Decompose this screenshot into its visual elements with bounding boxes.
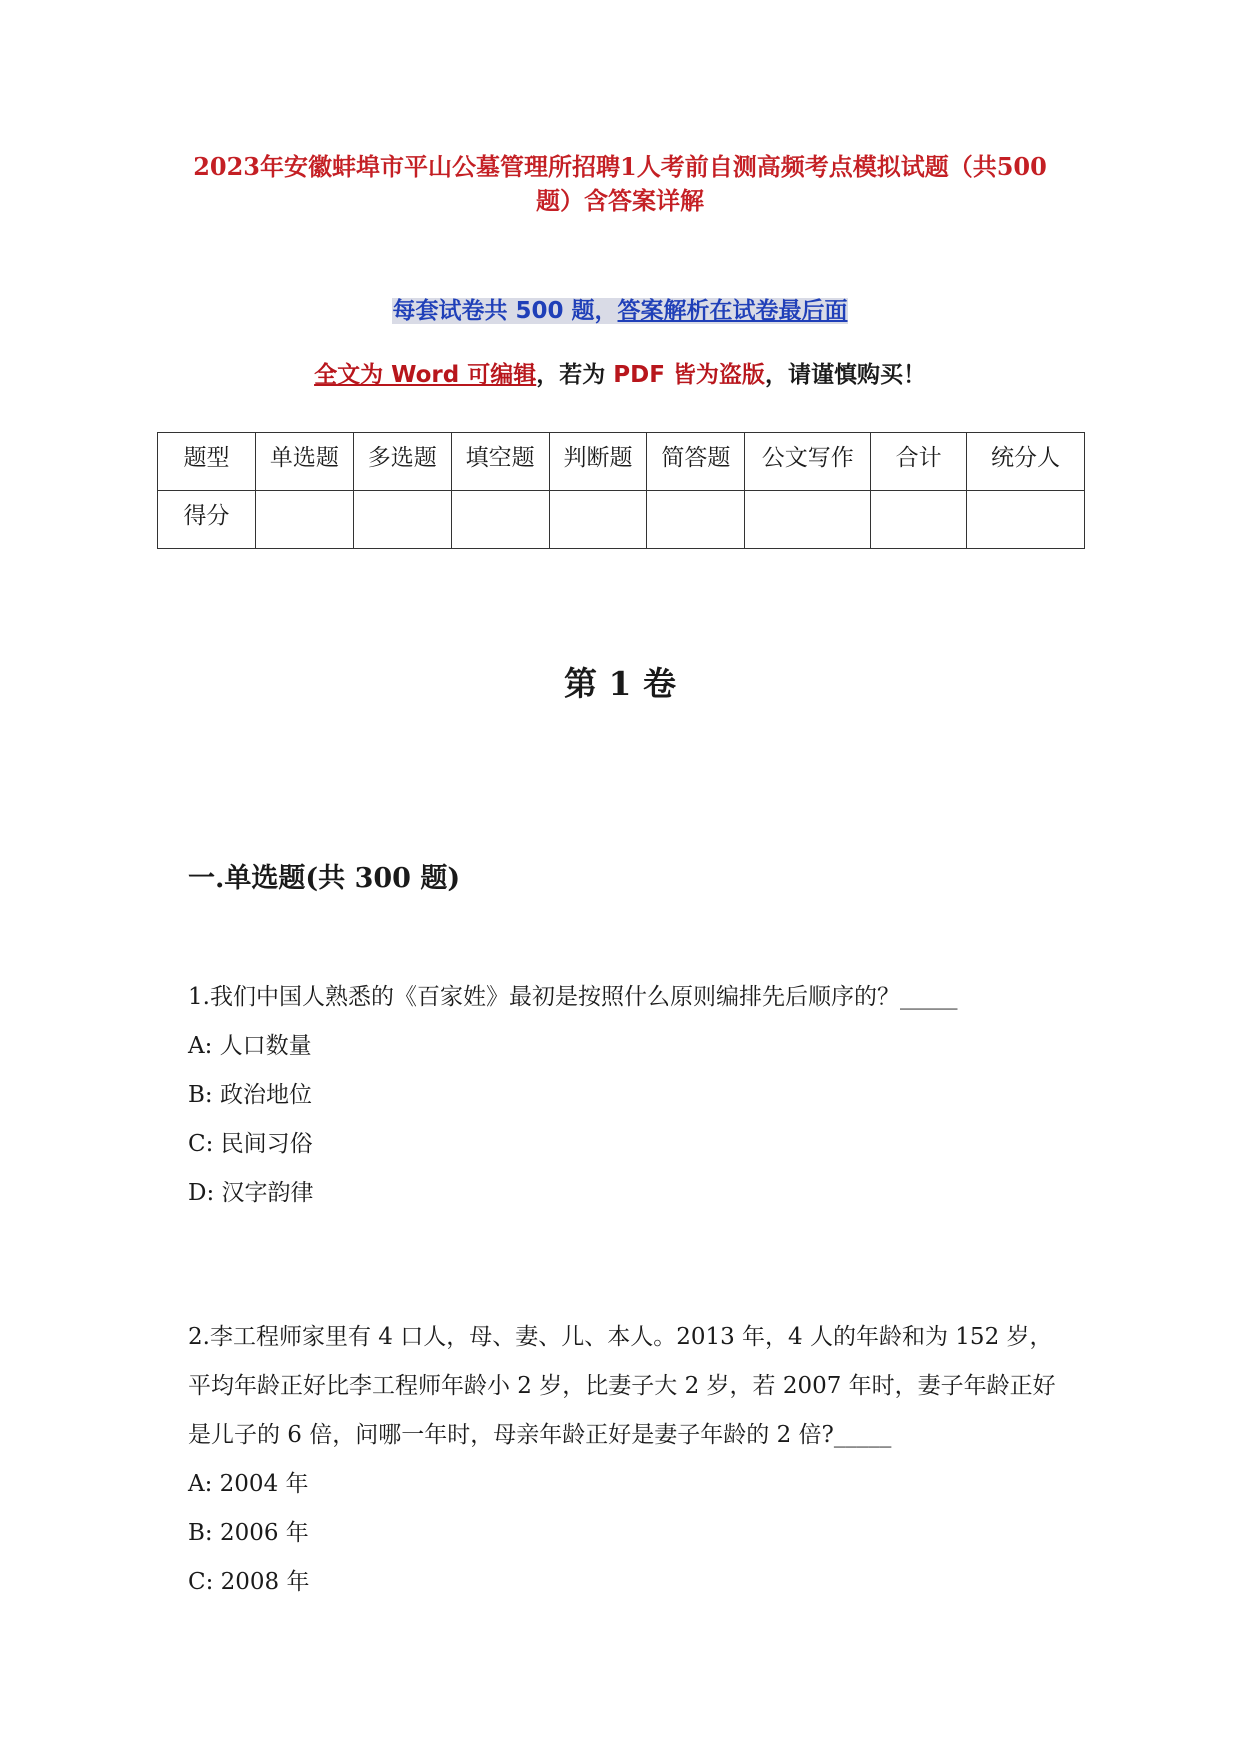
header-cell: 题型	[158, 433, 256, 491]
pdf-warning: PDF 皆为盗版	[613, 362, 765, 388]
option-d[interactable]: D: 汉字韵律	[188, 1180, 314, 1206]
score-cell[interactable]	[745, 491, 871, 549]
header-cell: 简答题	[647, 433, 745, 491]
score-table-header-row	[158, 433, 1085, 491]
score-cell[interactable]	[549, 491, 647, 549]
score-cell[interactable]	[451, 491, 549, 549]
score-table-score-row	[158, 491, 1085, 549]
answer-location-link[interactable]: 答案解析在试卷最后面	[617, 298, 848, 324]
score-table	[157, 432, 1085, 549]
notice-count-text: 每套试卷共 500 题，	[392, 298, 618, 324]
question-2	[188, 1313, 1058, 1607]
header-cell: 填空题	[451, 433, 549, 491]
header-cell: 合计	[871, 433, 967, 491]
question-stem: 1.我们中国人熟悉的《百家姓》最初是按照什么原则编排先后顺序的？_____	[188, 984, 958, 1010]
option-b[interactable]: B: 2006 年	[188, 1520, 309, 1546]
question-stem: 2.李工程师家里有 4 口人，母、妻、儿、本人。2013 年，4 人的年龄和为 152 岁，平均年龄正好比李工程师年龄小 2 岁，比妻子大 2 岁，若 2007 年时，妻子年龄正好是儿子的 6 倍，问哪一年时，母亲年龄正好是妻子年龄的 2 倍?_____	[188, 1324, 1056, 1448]
notice-text: ，若为	[536, 362, 614, 388]
header-cell: 统分人	[967, 433, 1085, 491]
header-cell: 判断题	[549, 433, 647, 491]
option-c[interactable]: C: 2008 年	[188, 1569, 310, 1595]
row-label: 得分	[158, 491, 256, 549]
volume-title: 第 1 卷	[564, 664, 676, 703]
option-b[interactable]: B: 政治地位	[188, 1082, 312, 1108]
header-cell: 公文写作	[745, 433, 871, 491]
notice-question-count	[0, 292, 1240, 325]
notice-piracy	[0, 356, 1240, 389]
score-cell[interactable]	[967, 491, 1085, 549]
option-a[interactable]: A: 人口数量	[188, 1033, 312, 1059]
question-1	[188, 973, 1058, 1218]
document-title: 2023年安徽蚌埠市平山公墓管理所招聘1人考前自测高频考点模拟试题（共500题）含答案详解	[193, 152, 1047, 215]
header-cell: 单选题	[255, 433, 353, 491]
option-a[interactable]: A: 2004 年	[188, 1471, 309, 1497]
caution-text: ，请谨慎购买！	[764, 362, 926, 388]
header-cell: 多选题	[353, 433, 451, 491]
section-title: 一.单选题(共 300 题)	[188, 863, 461, 894]
score-cell[interactable]	[871, 491, 967, 549]
score-cell[interactable]	[647, 491, 745, 549]
option-c[interactable]: C: 民间习俗	[188, 1131, 313, 1157]
score-cell[interactable]	[255, 491, 353, 549]
editable-notice-link[interactable]: 全文为 Word 可编辑	[314, 362, 537, 388]
score-cell[interactable]	[353, 491, 451, 549]
